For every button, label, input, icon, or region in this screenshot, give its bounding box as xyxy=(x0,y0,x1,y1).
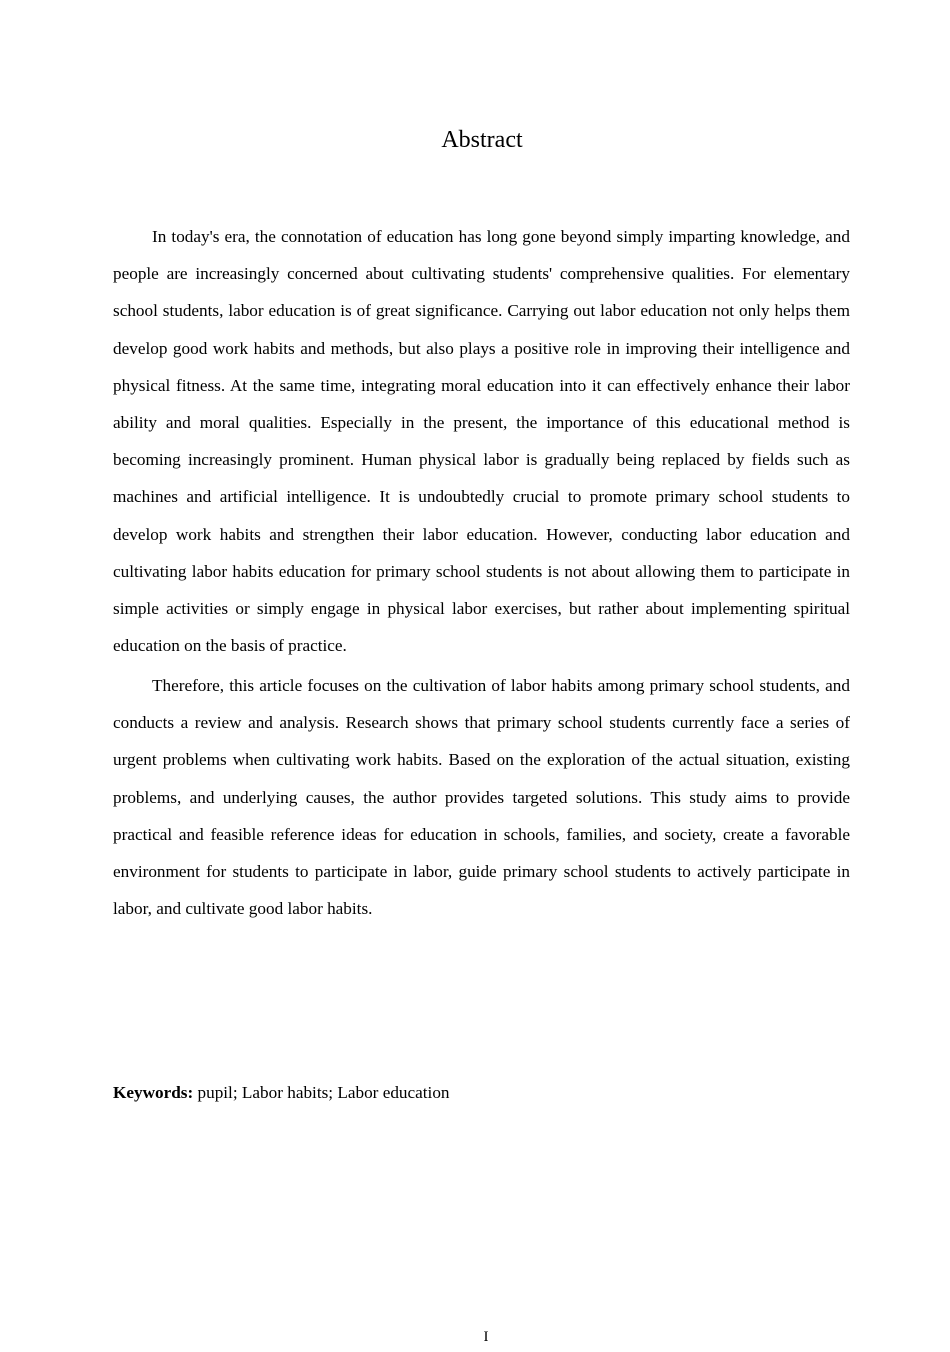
abstract-body xyxy=(113,218,850,927)
keywords-label: Keywords: xyxy=(113,1083,194,1102)
keywords-line xyxy=(113,1074,850,1111)
keywords-value: pupil; Labor habits; Labor education xyxy=(193,1083,450,1102)
abstract-title: Abstract xyxy=(441,127,523,153)
page-number: I xyxy=(483,1329,489,1345)
abstract-paragraph-1: In today's era, the connotation of education has long gone beyond simply imparting knowledge, and people are increasingly concerned about cultivating students' comprehensive qualities. For elementary school students, labor education is of great significance. Carrying out labor education not only helps them develop good work habits and methods, but also plays a positive role in improving their intelligence and physical fitness. At the same time, integrating moral education into it can effectively enhance their labor ability and moral qualities. Especially in the present, the importance of this educational method is becoming increasingly prominent. Human physical labor is gradually being replaced by fields such as machines and artificial intelligence. It is undoubtedly crucial to promote primary school students to develop work habits and strengthen their labor education. However, conducting labor education and cultivating labor habits education for primary school students is not about allowing them to participate in simple activities or simply engage in physical labor exercises, but rather about implementing spiritual education on the basis of practice. xyxy=(113,227,850,656)
abstract-paragraph-2: Therefore, this article focuses on the cultivation of labor habits among primary school students, and conducts a review and analysis. Research shows that primary school students currently face a series of urgent problems when cultivating work habits. Based on the exploration of the actual situation, existing problems, and underlying causes, the author provides targeted solutions. This study aims to provide practical and feasible reference ideas for education in schools, families, and society, create a favorable environment for students to participate in labor, guide primary school students to actively participate in labor, and cultivate good labor habits. xyxy=(113,675,850,919)
